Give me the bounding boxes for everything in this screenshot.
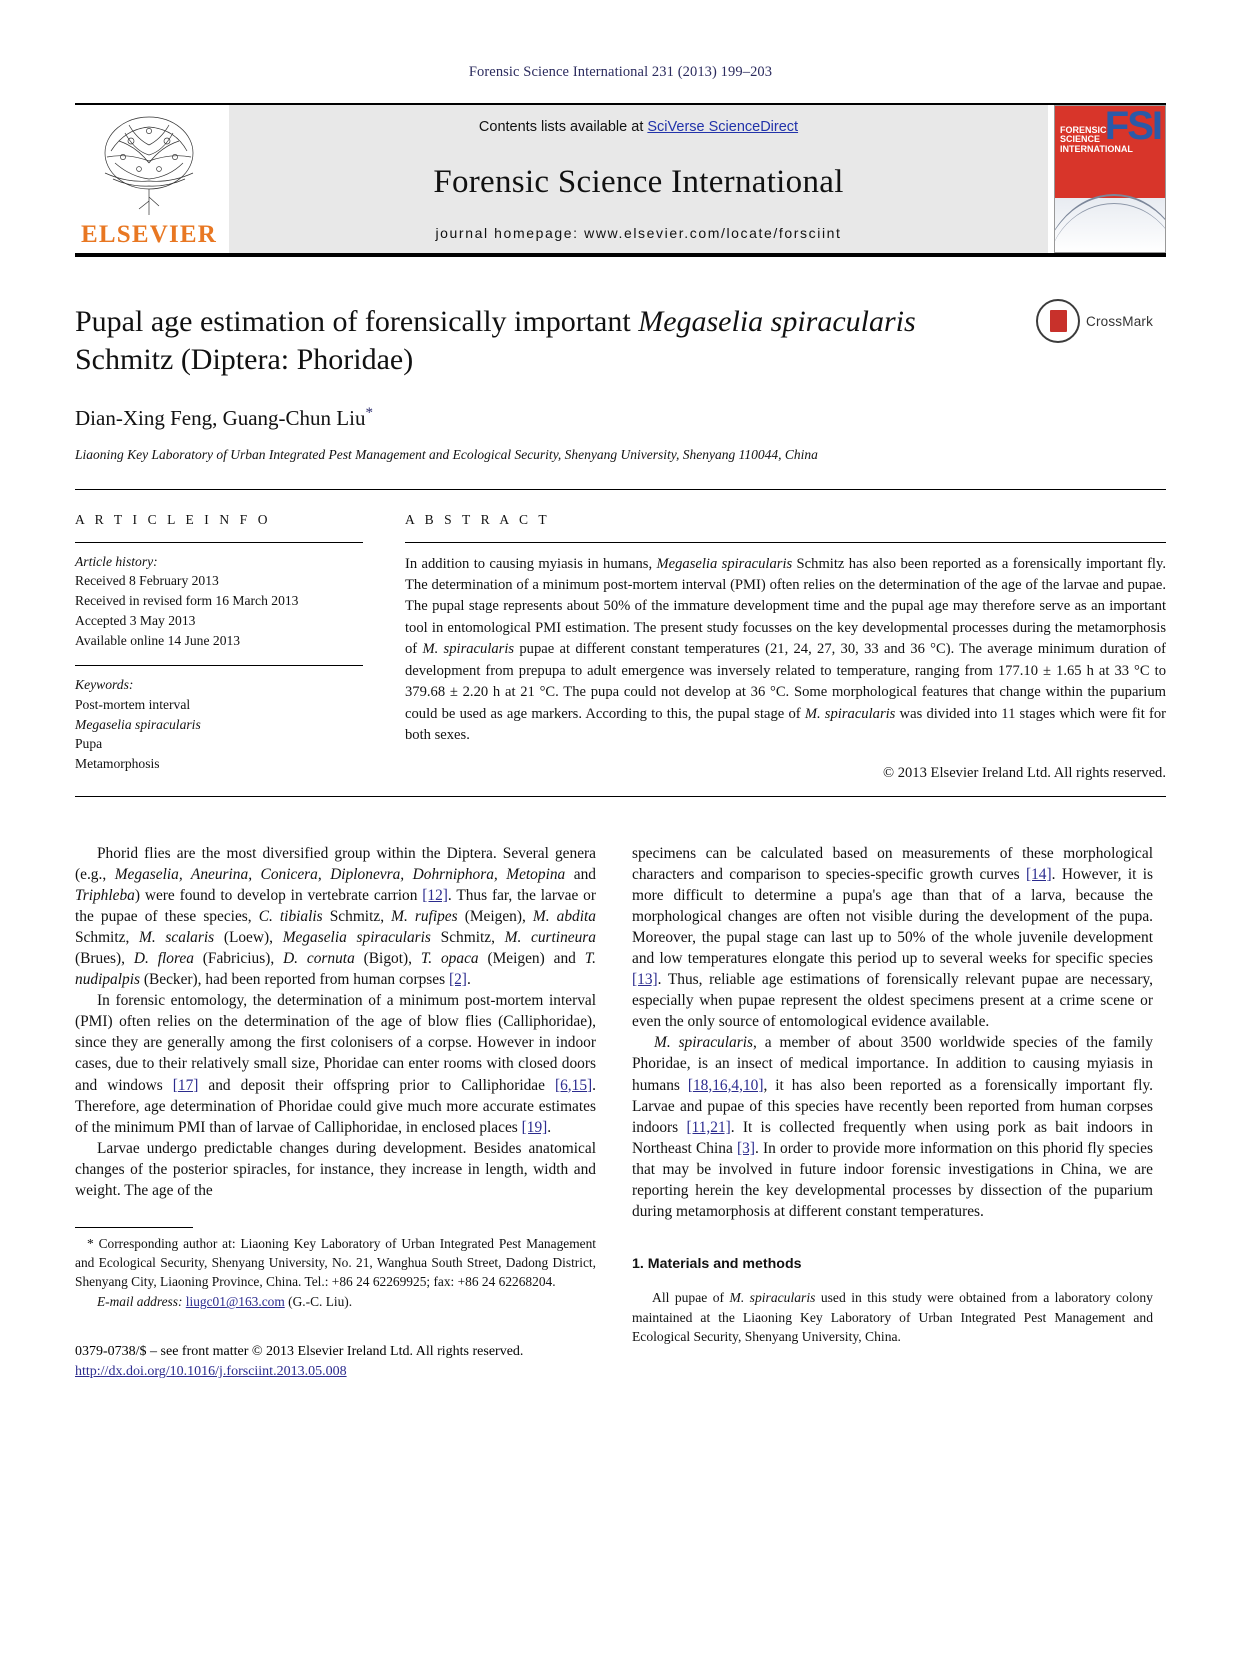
materials-methods-body xyxy=(632,1288,1153,1346)
author-list xyxy=(75,405,1166,431)
title-species-italic: Megaselia spiracularis xyxy=(638,305,916,338)
corresponding-author-marker[interactable]: * xyxy=(365,404,373,421)
seg: ) were found to develop in vertebrate carrion xyxy=(134,886,423,904)
seg: specimens can be calculated based on measurements of these morphological characters and comparison to species-specific growth curves xyxy=(632,844,1153,883)
seg: Schmitz, xyxy=(322,907,392,925)
body-paragraph xyxy=(632,843,1153,1033)
seg: . It is collected frequently when using pork as bait indoors in Northeast China xyxy=(632,1118,1153,1157)
elsevier-logo xyxy=(75,105,223,253)
title-part-2: Schmitz (Diptera: Phoridae) xyxy=(75,342,414,376)
journal-banner xyxy=(229,105,1048,253)
body-paragraph xyxy=(75,990,596,1138)
seg: . Thus, reliable age estimations of forensically relevant pupae are necessary, especially when pupae represent the oldest specimens present at a crime scene or even the only source of entomological evidence available. xyxy=(632,971,1153,1031)
body-paragraph: Larvae undergo predictable changes during development. Besides anatomical changes of the posterior spiracles, for instance, they increase in length, width and weight. The age of the xyxy=(75,1139,596,1200)
seg: . Therefore, age determination of Phoridae could give much more accurate estimates of the minimum PMI than of larvae of Calliphoridae, in enclosed places xyxy=(75,1076,596,1136)
citation-link[interactable]: [12] xyxy=(422,886,448,904)
running-head: Forensic Science International 231 (2013) 199–203 xyxy=(468,64,773,80)
corresponding-author-note xyxy=(75,1235,596,1291)
seg: Phorid flies are the most diversified group within the Diptera. Several genera (e.g., xyxy=(75,844,596,883)
citation-link[interactable]: [6,15] xyxy=(554,1076,593,1094)
seg-italic: Megaselia spiracularis xyxy=(282,928,431,946)
seg: . xyxy=(547,1118,552,1136)
history-line: Accepted 3 May 2013 xyxy=(75,613,196,629)
email-label: E-mail address: xyxy=(97,1294,183,1310)
body-paragraph xyxy=(632,1032,1153,1222)
seg: used in this study were obtained from a laboratory colony maintained at the Liaoning Key Laboratory of Urban Integrated Pest Management and Ecological Security, Shenyang University, China. xyxy=(632,1290,1153,1344)
history-line: Available online 14 June 2013 xyxy=(75,632,241,648)
history-line: Received 8 February 2013 xyxy=(75,573,219,589)
seg-italic: Triphleba xyxy=(75,886,135,904)
abstract-seg: pupae at different constant temperatures (21, 24, 27, 30, 33 and 36 °C). The average minimum duration of development from prepupa to adult emergence was inversely related to temperature, ranging from 177.10 ± 1.65 h at 33 °C to 379.68 ± 2.20 h at 21 °C. The pupa could not develop at 36 °C. Some morphological features that change within the puparium could be used as age markers. According to this, the pupal stage of xyxy=(405,641,1167,722)
crossmark-badge[interactable] xyxy=(1036,297,1166,345)
keyword-item: Metamorphosis xyxy=(75,756,160,772)
page-title xyxy=(75,303,980,379)
seg-italic: Megaselia, Aneurina, Conicera, Diplonevra, Dohrniphora, Metopina xyxy=(114,865,566,883)
seg: (Bigot), xyxy=(354,950,421,967)
elsevier-wordmark: ELSEVIER xyxy=(80,221,218,248)
affiliation: Liaoning Key Laboratory of Urban Integrated Pest Management and Ecological Security, Shenyang University, Shenyang 110044, China xyxy=(75,446,818,462)
footnote-rule xyxy=(75,1227,193,1228)
article-info-heading: A R T I C L E I N F O xyxy=(75,511,272,527)
author-names: Dian-Xing Feng, Guang-Chun Liu xyxy=(75,405,366,430)
seg-italic: M. spiracularis xyxy=(654,1034,753,1052)
journal-masthead xyxy=(75,103,1166,253)
email-suffix: (G.-C. Liu). xyxy=(284,1294,353,1310)
citation-link[interactable]: [11,21] xyxy=(686,1118,731,1136)
citation-link[interactable]: [18,16,4,10] xyxy=(687,1076,764,1094)
crossmark-icon xyxy=(1036,299,1080,343)
seg: (Loew), xyxy=(214,928,283,946)
footnote-text: Corresponding author at: Liaoning Key Laboratory of Urban Integrated Pest Management and Ecological Security, Shenyang University, No. 21, Wanghua South Street, Dadong District, Shenyang City, Liaoning Province, China. Tel.: +86 24 62269925; fax: +86 24 62268204. xyxy=(75,1236,596,1289)
abstract-seg: In addition to causing myiasis in humans, xyxy=(405,555,657,572)
seg: . However, it is more difficult to determine a pupa's age than that of a larva, because the morphological changes are often not visible during the development of the pupa. Moreover, the pupal stage can last up to 50% of the whole juvenile development and low temperatures elongate this period up to several weeks for specific species xyxy=(632,865,1153,967)
seg: Schmitz, xyxy=(75,928,139,946)
citation-link[interactable]: [14] xyxy=(1025,865,1052,883)
abstract-seg: was divided into 11 stages which were fit for both sexes. xyxy=(405,705,1166,744)
seg-italic: M. abdita xyxy=(532,907,597,925)
sciencedirect-link[interactable]: SciVerse ScienceDirect xyxy=(647,119,799,135)
abstract-species-2: M. spiracularis xyxy=(422,641,515,658)
cover-acronym: FSI xyxy=(1104,105,1161,148)
seg-italic: T. nudipalpis xyxy=(75,950,596,989)
seg: , it has also been reported as a forensically important fly. Larvae and pupae of this species have recently been reported from human corpses indoors xyxy=(632,1076,1153,1136)
keyword-item: Megaselia spiracularis xyxy=(75,716,201,732)
abstract-copyright: © 2013 Elsevier Ireland Ltd. All rights reserved. xyxy=(882,764,1166,781)
section-heading-materials-and-methods: 1. Materials and methods xyxy=(632,1256,802,1273)
seg: . In order to provide more information on this phorid fly species that may be involved in future indoor forensic investigations in China, we are reporting herein the key developmental processes by dissection of the puparium during metamorphosis at different constant temperatures. xyxy=(632,1139,1153,1221)
keyword-item: Post-mortem interval xyxy=(75,696,191,712)
seg-italic: M. curtineura xyxy=(504,928,596,946)
seg: Schmitz, xyxy=(430,928,505,946)
keywords-label: Keywords: xyxy=(75,676,134,692)
crossmark-label: CrossMark xyxy=(1086,313,1154,329)
seg: and deposit their offspring prior to Calliphoridae xyxy=(198,1076,555,1094)
seg-italic: M. spiracularis xyxy=(729,1290,816,1306)
abstract-seg: Schmitz has also been reported as a forensically important fly. The determination of a minimum post-mortem interval (PMI) often relies on the determination of the age of the larvae and pupae. The pupal stage represents about 50% of the immature development time and the pupal age may therefore serve as an important tool in entomological PMI estimation. The present study focusses on the key developmental processes during the metamorphosis of xyxy=(405,555,1166,658)
abstract-species-3: M. spiracularis xyxy=(804,705,896,722)
seg: , a member of about 3500 worldwide species of the family Phoridae, is an insect of medical importance. In addition to causing myiasis in humans xyxy=(632,1034,1153,1094)
seg: and xyxy=(565,865,596,883)
seg: (Brues), xyxy=(75,950,134,967)
body-paragraph xyxy=(632,1288,1153,1346)
journal-cover-thumbnail xyxy=(1054,105,1166,253)
citation-link[interactable]: [2] xyxy=(448,971,467,989)
article-history-label: Article history: xyxy=(75,553,158,569)
email-link[interactable]: liugc01@163.com xyxy=(185,1294,285,1310)
footnote-block xyxy=(75,1227,596,1312)
abstract-text xyxy=(405,543,1166,747)
seg: (Becker), had been reported from human corpses xyxy=(140,971,449,989)
seg-italic: D. cornuta xyxy=(283,950,355,967)
seg-italic: M. scalaris xyxy=(139,928,215,946)
body-columns xyxy=(75,843,1166,1382)
seg: (Meigen), xyxy=(457,907,533,925)
history-line: Received in revised form 16 March 2013 xyxy=(75,593,299,609)
seg: In forensic entomology, the determination of a minimum post-mortem interval (PMI) often relies on the determination of the age of blow flies (Calliphoridae), since they are generally among the first colonisers of a corpse. However in indoor cases, due to their relatively small size, Phoridae can enter rooms with closed doors and windows xyxy=(75,992,596,1094)
seg-italic: D. florea xyxy=(133,950,194,967)
body-column-right xyxy=(632,843,1153,1382)
email-note xyxy=(75,1293,596,1312)
info-abstract-region xyxy=(75,489,1166,782)
keyword-item: Pupa xyxy=(75,736,103,752)
body-column-left xyxy=(75,843,596,1382)
footnote-marker: * xyxy=(87,1236,94,1252)
citation-link[interactable]: [17] xyxy=(172,1076,199,1094)
citation-link[interactable]: [19] xyxy=(521,1118,548,1136)
front-matter-block xyxy=(75,1342,596,1382)
abstract-bottom-rule xyxy=(75,796,1166,797)
title-part-1: Pupal age estimation of forensically important xyxy=(75,305,639,338)
seg: (Fabricius), xyxy=(193,950,284,967)
article-info-column xyxy=(75,512,363,782)
cover-masthead-text: FORENSIC SCIENCE INTERNATIONAL xyxy=(1060,125,1133,154)
body-paragraph xyxy=(75,843,596,991)
seg-italic: C. tibialis xyxy=(258,907,323,925)
doi-link[interactable]: http://dx.doi.org/10.1016/j.forsciint.2013.05.008 xyxy=(75,1364,347,1380)
seg-italic: M. rufipes xyxy=(391,907,458,925)
journal-homepage[interactable]: journal homepage: www.elsevier.com/locate/forsciint xyxy=(435,225,842,241)
contents-available-line xyxy=(229,119,1048,135)
title-block xyxy=(75,257,1166,463)
abstract-heading: A B S T R A C T xyxy=(405,511,551,527)
journal-title: Forensic Science International xyxy=(433,163,844,200)
contents-prefix: Contents lists available at xyxy=(478,119,648,135)
elsevier-tree-icon xyxy=(89,111,209,219)
front-matter-line: 0379-0738/$ – see front matter © 2013 Elsevier Ireland Ltd. All rights reserved. xyxy=(75,1344,524,1360)
abstract-column xyxy=(405,512,1166,782)
seg: (Meigen) and xyxy=(478,950,585,967)
seg: . Thus far, the larvae or the pupae of these species, xyxy=(75,886,596,925)
abstract-species-1: Megaselia spiracularis xyxy=(656,555,793,572)
seg-italic: T. opaca xyxy=(420,950,479,967)
citation-link[interactable]: [13] xyxy=(632,971,658,989)
article-history xyxy=(75,543,363,665)
seg: All pupae of xyxy=(652,1290,730,1306)
keywords-block xyxy=(75,666,363,780)
seg: . xyxy=(466,971,471,989)
citation-link[interactable]: [3] xyxy=(737,1139,755,1157)
